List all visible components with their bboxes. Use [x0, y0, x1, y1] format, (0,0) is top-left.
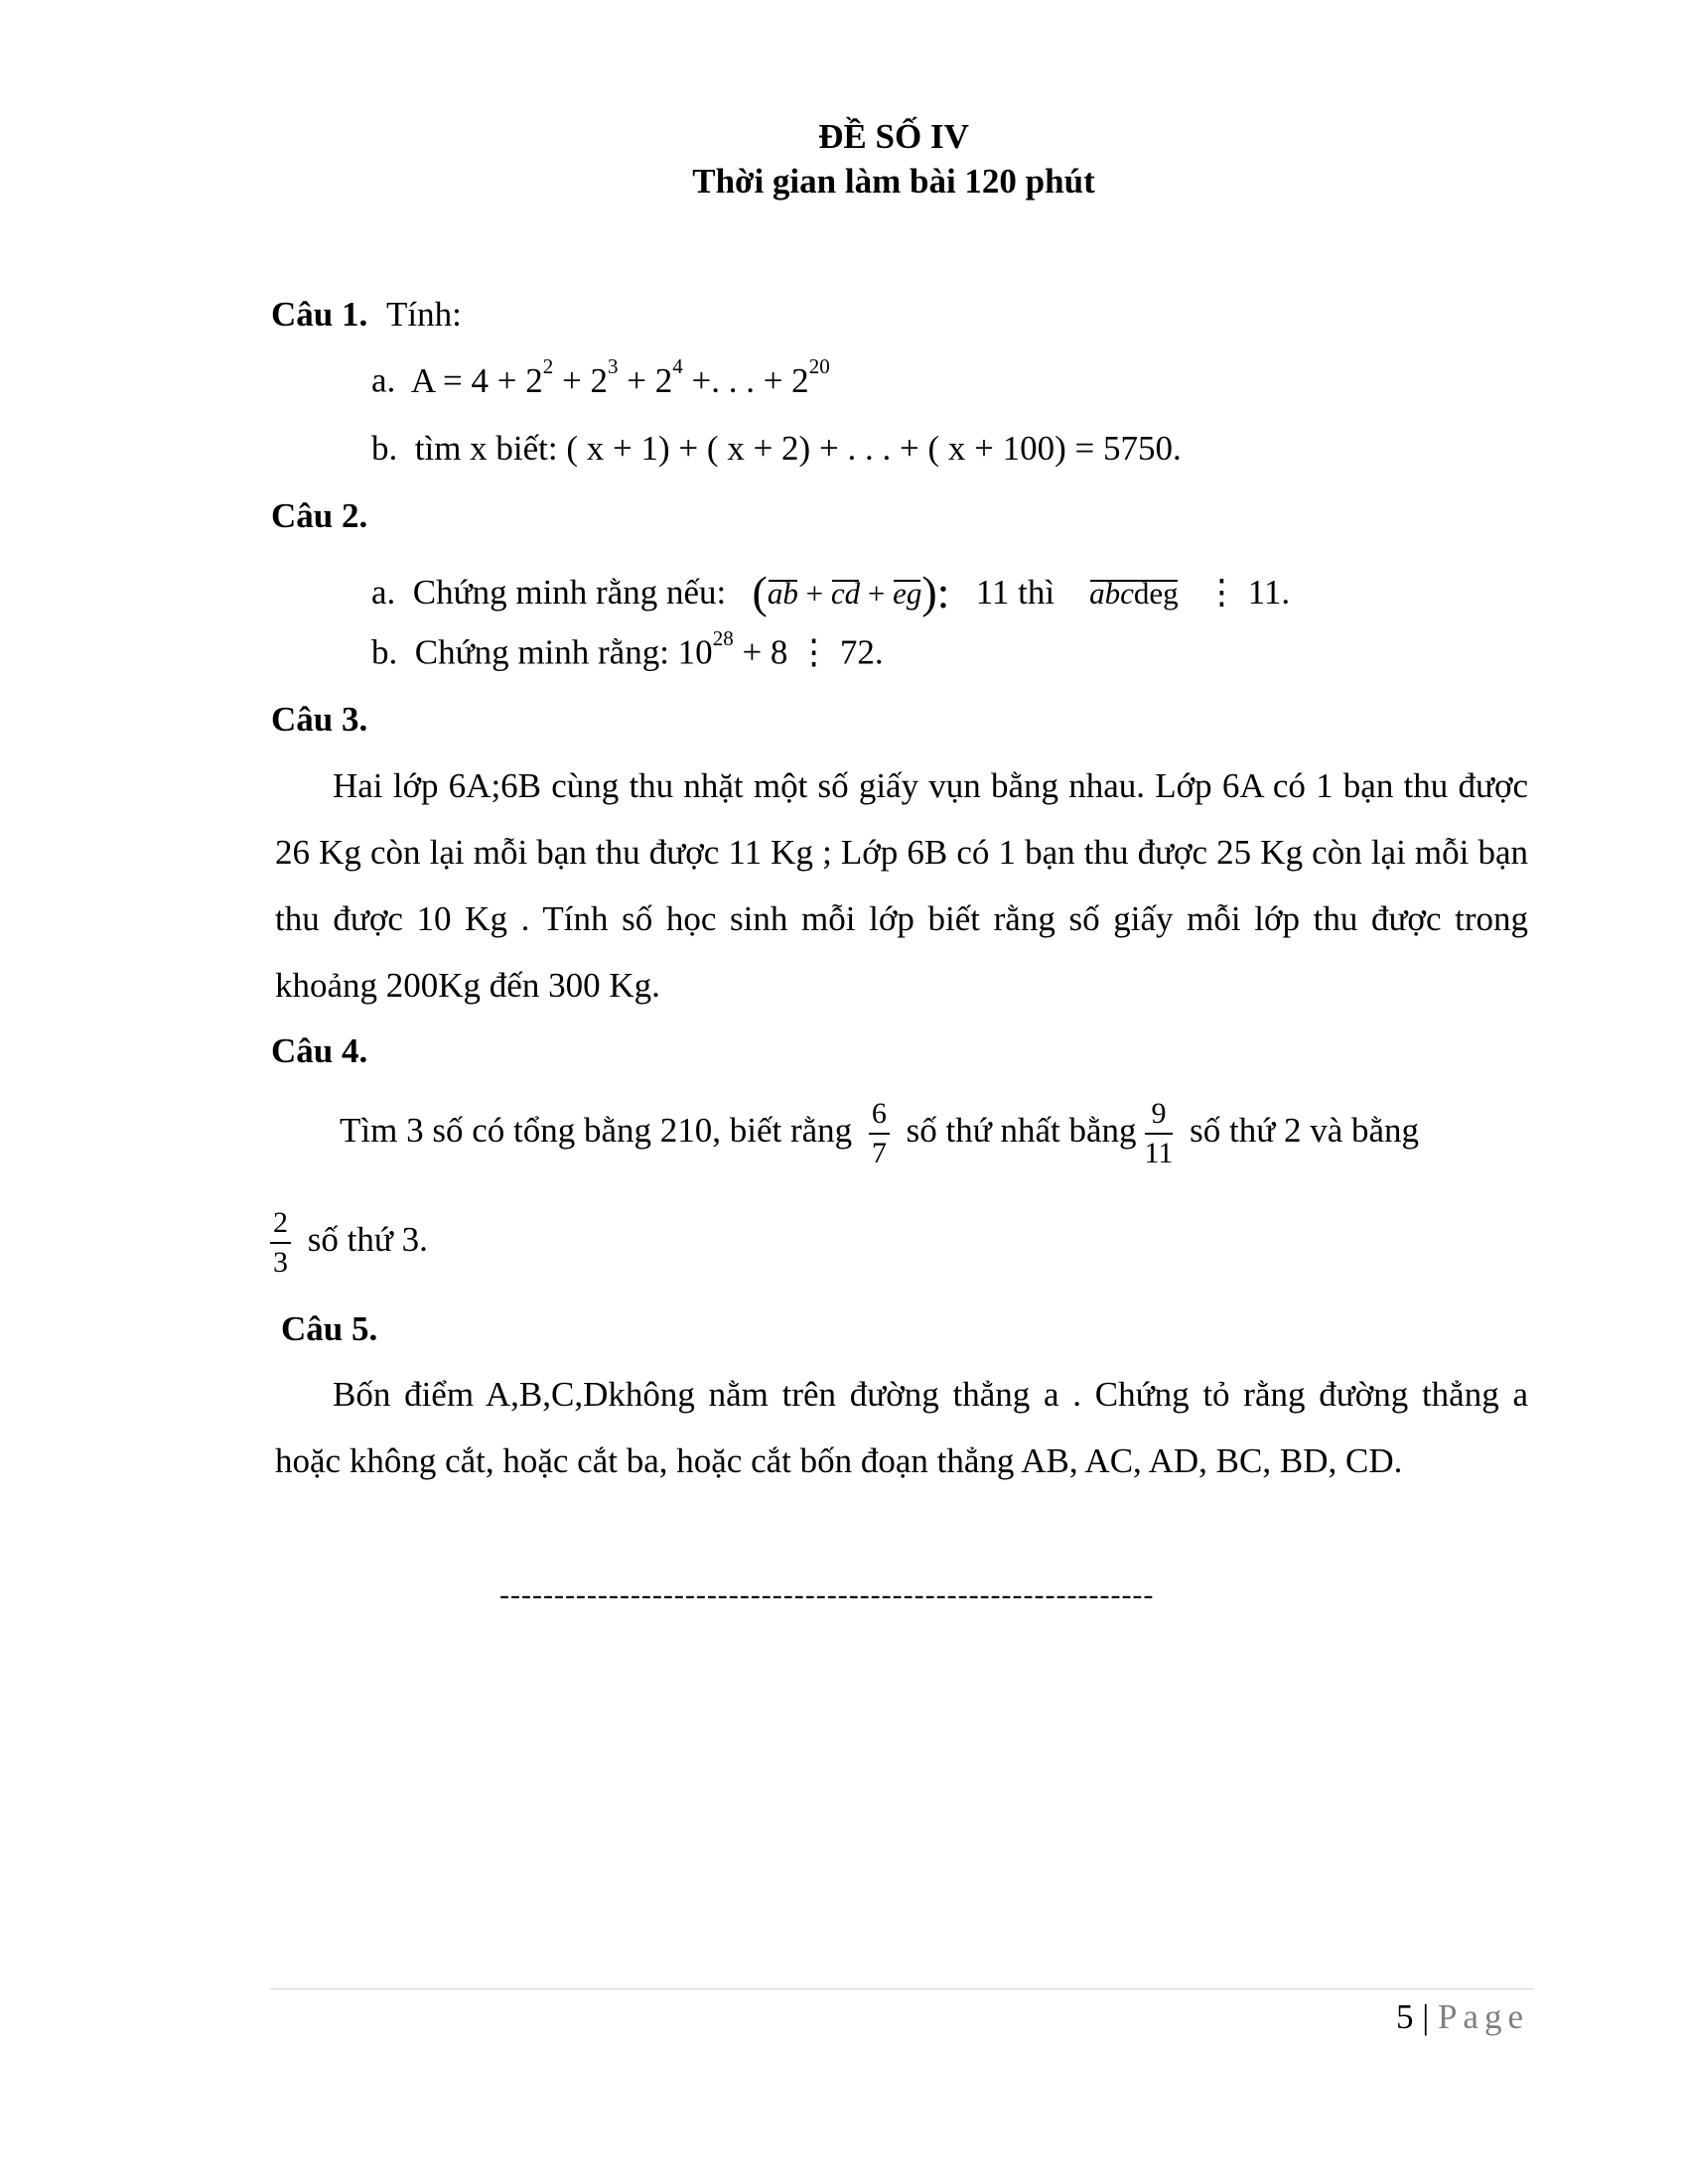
question-2b: b. Chứng minh rằng: $10^{28} + 8$ ⋮ 72.: [371, 626, 884, 672]
exam-time: Thời gian làm bài 120 phút: [692, 162, 1095, 201]
question-3-text: Hai lớp 6A;6B cùng thu nhặt một số giấy vụn bằng nhau. Lớp 6A có 1 bạn thu được 26 Kg còn lại mỗi bạn thu được 11 Kg ; Lớp 6B có 1 bạn thu được 25 Kg còn lại mỗi bạn thu được 10 Kg . Tính số học sinh mỗi lớp biết rằng số giấy mỗi lớp thu được trong khoảng 200Kg đến 300 Kg.: [275, 766, 1528, 1005]
page-footer: [1370, 1997, 1529, 2037]
question-1a: a. $A = 4 + 2^2 + 2^3 + 2^4$ +. . . + $2^{20}$: [371, 354, 830, 400]
footer-separator: |: [1422, 1997, 1430, 2036]
exam-title: ĐỀ SỐ IV: [818, 117, 969, 156]
question-5-heading: Câu 5.: [281, 1309, 378, 1348]
question-1b-text: tìm x biết: ( x + 1) + ( x + 2) + . . . + ( x + 100) = 5750.: [414, 429, 1182, 468]
page-label: Page: [1437, 1997, 1529, 2036]
question-2a-text: Chứng minh rằng nếu:: [412, 573, 727, 612]
question-1-heading: Câu 1. Tính:: [271, 295, 462, 334]
page-number: 5: [1395, 1997, 1414, 2036]
question-2a: a. Chứng minh rằng nếu: (ab + cd + eg): 11 thì abcdeg ⋮ 11.: [371, 567, 1291, 617]
footer-rule: [270, 1988, 1534, 1989]
end-separator: ------------------------------------------------------------: [499, 1578, 1155, 1611]
fraction-two-thirds: $\frac{2}{3}$: [270, 1206, 291, 1280]
question-1b: b. tìm x biết: ( x + 1) + ( x + 2) + . . . + ( x + 100) = 5750.: [371, 429, 1182, 468]
question-4-line-2: $\frac{2}{3}$ số thứ 3.: [270, 1206, 428, 1280]
question-2a-number: abcdeg: [1089, 576, 1179, 611]
question-2-heading: Câu 2.: [271, 496, 368, 535]
fraction-nine-elevenths: $\frac{9}{11}$: [1144, 1097, 1174, 1169]
question-5-text: Bốn điểm A,B,C,Dkhông nằm trên đường thẳng a . Chứng tỏ rằng đường thẳng a hoặc không cắt, hoặc cắt ba, hoặc cắt bốn đoạn thẳng AB, AC, AD, BC, BD, CD.: [275, 1375, 1528, 1480]
question-4-heading: Câu 4.: [271, 1031, 368, 1070]
question-2a-expression: (ab + cd + eg):: [752, 567, 950, 617]
question-3-heading: Câu 3.: [271, 700, 368, 739]
question-4-line-1: Tìm 3 số có tổng bằng 210, biết rằng $\frac{6}{7}$ số thứ nhất bằng $\frac{9}{11}$ số thứ 2 và bằng: [340, 1097, 1420, 1169]
question-1a-expression: $A = 4 + 2^2 + 2^3 + 2^4$ +. . . + $2^{20}$: [410, 354, 830, 400]
fraction-six-sevenths: $\frac{6}{7}$: [869, 1097, 890, 1170]
question-1-intro: Tính:: [386, 295, 462, 334]
